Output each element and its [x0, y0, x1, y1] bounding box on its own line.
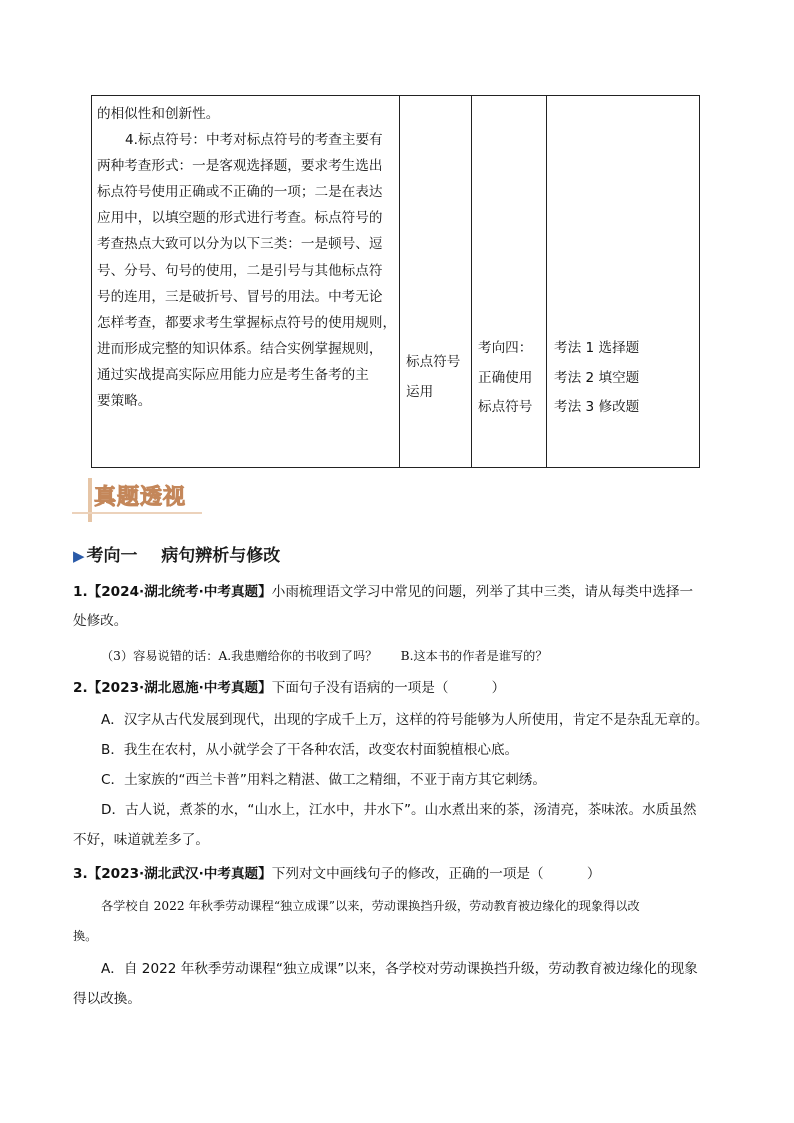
table-text-line: 要策略。 [97, 393, 152, 410]
question-stem: 下列对文中画线句子的修改，正确的一项是（ ） [271, 866, 601, 882]
table-text-line: 号的连用，三是破折号、冒号的用法。中考无论 [97, 288, 383, 305]
question-3 [73, 862, 600, 882]
table-text-line: 通过实战提高实际应用能力应是考生备考的主 [97, 366, 369, 383]
table-text-line: 4.标点符号：中考对标点符号的考查主要有 [125, 132, 383, 149]
option-b: B．我生在农村，从小就学会了干各种农活，改变农村面貌植根心底。 [101, 742, 519, 758]
table-text-line: 考向四： [478, 340, 533, 356]
passage-text-continued: 換。 [73, 929, 98, 943]
option-a: A．汉字从古代发展到现代，出现的字成千上万，这样的符号能够为人所使用，肯定不是杂乱无章的。 [101, 712, 709, 728]
table-cell-description [92, 96, 400, 467]
table-text-line: 的相似性和创新性。 [97, 106, 220, 122]
exam-focus-table [91, 95, 700, 468]
subsection-title: 考向一 病句辨析与修改 [86, 546, 281, 566]
question-stem-continued: 处修改。 [73, 613, 128, 629]
question-2 [73, 676, 505, 696]
table-text-line: 运用 [406, 383, 434, 400]
question-1 [73, 580, 693, 600]
option-d-continued: 不好，味道就差多了。 [73, 832, 209, 848]
passage-text: 各学校自 2022 年秋季劳动课程“独立成课”以来，劳动课换挡升级，劳动教育被边缘化的现象得以改 [101, 899, 640, 913]
table-cell-methods [547, 96, 701, 467]
section-heading-accent-bar [88, 478, 92, 522]
table-text-line: 进而形成完整的知识体系。结合实例掌握规则， [97, 340, 383, 357]
question-source-tag: 【2024·湖北统考·中考真题】 [87, 584, 272, 600]
question-subitem: （3）容易说错的话：A.我患赠给你的书收到了吗？ B.这本书的作者是谁写的？ [101, 649, 548, 663]
subsection-heading [73, 541, 280, 566]
question-source-tag: 【2023·湖北恩施·中考真题】 [87, 680, 272, 696]
table-text-line: 应用中，以填空题的形式进行考查。标点符号的 [97, 210, 383, 227]
question-number: 1. [73, 584, 88, 600]
table-text-line: 标点符号 [406, 354, 461, 370]
option-a: A．自 2022 年秋季劳动课程“独立成课”以来，各学校对劳动课换挡升级，劳动教育被边缘化的现象 [101, 961, 698, 977]
question-stem: 下面句子没有语病的一项是（ ） [271, 680, 506, 696]
triangle-marker-icon: ▶ [73, 547, 85, 565]
question-stem: 小雨梳理语文学习中常见的问题，列举了其中三类，请从每类中选择一 [271, 584, 694, 600]
table-text-line: 怎样考查，都要求考生掌握标点符号的使用规则， [97, 314, 397, 331]
option-a-continued: 得以改換。 [73, 991, 141, 1007]
option-c: C．土家族的“西兰卡普”用料之精湛、做工之精细，不亚于南方其它刺绣。 [101, 772, 546, 788]
section-heading [72, 478, 207, 520]
question-source-tag: 【2023·湖北武汉·中考真题】 [87, 866, 272, 882]
table-text-line: 号、分号、句号的使用，二是引号与其他标点符 [97, 262, 383, 279]
table-cell-topic [400, 96, 472, 467]
section-title: 真题透视 [94, 485, 187, 510]
question-number: 3. [73, 866, 88, 882]
table-text-line: 标点符号 [478, 399, 533, 415]
option-d: D．古人说，煮茶的水，“山水上，江水中，井水下”。山水煮出来的茶，汤清亮，茶味浓。水质虽然 [101, 802, 697, 818]
section-heading-underline [72, 512, 202, 514]
table-text-line: 考法 1 选择题 [554, 340, 640, 356]
table-cell-direction [472, 96, 547, 467]
table-text-line: 考查热点大致可以分为以下三类：一是顿号、逗 [97, 236, 383, 253]
table-text-line: 两种考查形式：一是客观选择题，要求考生选出 [97, 158, 383, 175]
question-number: 2. [73, 680, 88, 696]
table-text-line: 标点符号使用正确或不正确的一项；二是在表达 [97, 184, 383, 201]
table-text-line: 考法 3 修改题 [554, 399, 640, 415]
table-text-line: 考法 2 填空题 [554, 369, 640, 386]
table-text-line: 正确使用 [478, 369, 533, 386]
